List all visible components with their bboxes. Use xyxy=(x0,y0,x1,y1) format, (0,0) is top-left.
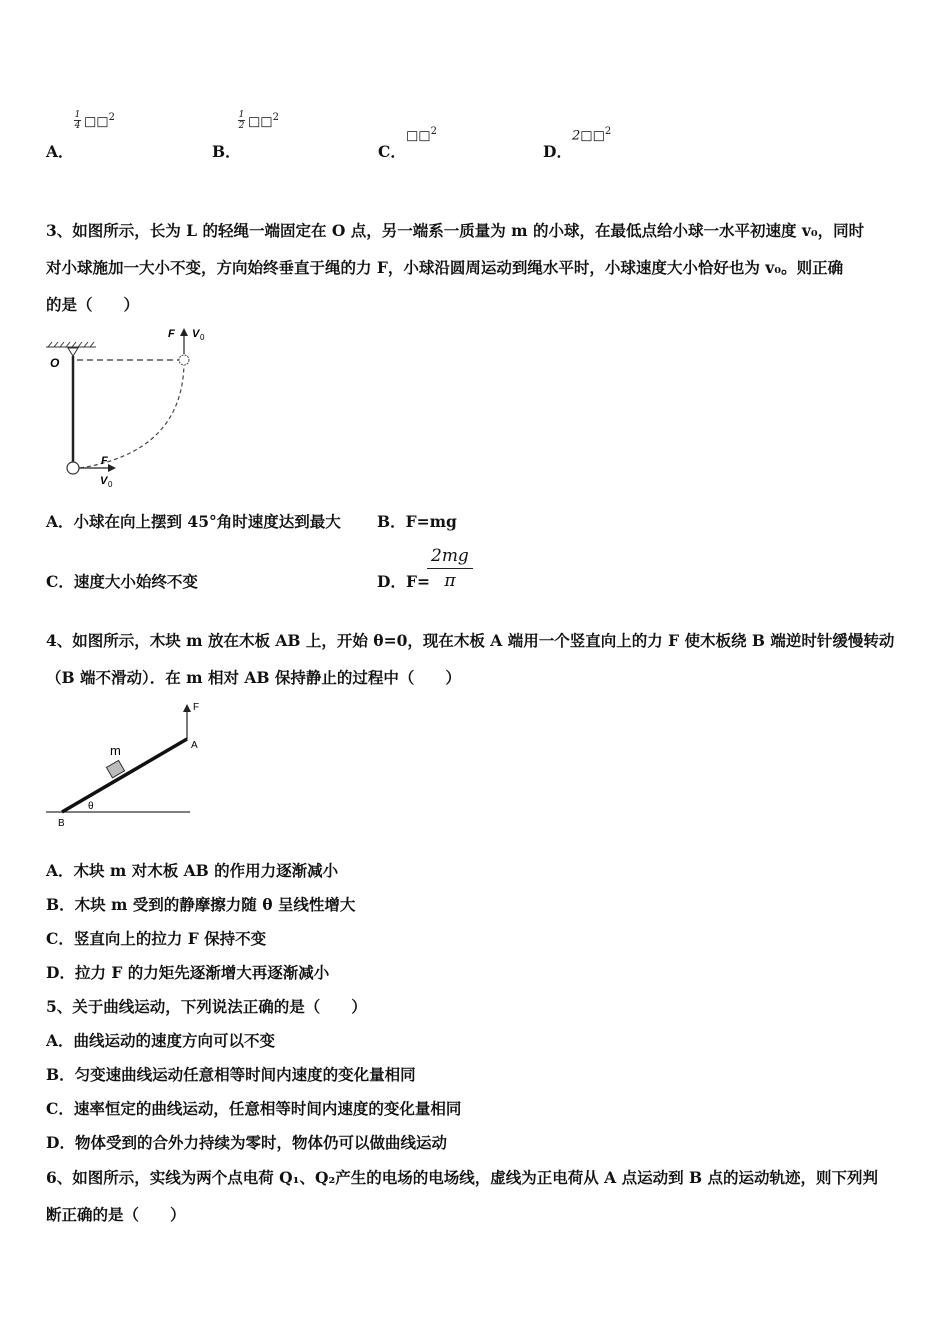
q2-option-d-label: D． xyxy=(543,142,572,161)
q3-option-c: C．速度大小始终不变 xyxy=(46,572,198,591)
q3-option-a: A．小球在向上摆到 45°角时速度达到最大 xyxy=(46,512,341,531)
q5-option-d: D．物体受到的合外力持续为零时，物体仍可以做曲线运动 xyxy=(46,1133,447,1152)
q3-label-v-bottom: V xyxy=(100,475,108,487)
q4-option-a: A．木块 m 对木板 AB 的作用力逐渐减小 xyxy=(46,861,339,880)
q4-label-theta: θ xyxy=(88,801,94,812)
q2-option-a-fraction: 1 4 xyxy=(74,110,81,131)
q3-arrow-up-head xyxy=(180,328,188,336)
q3-option-b: B．F=mg xyxy=(377,512,457,531)
q5-option-a: A．曲线运动的速度方向可以不变 xyxy=(46,1031,276,1050)
q4-arrow-f-head xyxy=(183,704,191,712)
q3-label-v-bottom-sub: 0 xyxy=(108,480,113,489)
q4-figure xyxy=(44,698,204,830)
q2-option-b-boxes: □□$^2$ xyxy=(248,112,279,130)
q2-option-a-boxes: □□$^2$ xyxy=(84,112,115,130)
q5-option-b: B．匀变速曲线运动任意相等时间内速度的变化量相同 xyxy=(46,1065,416,1084)
q2-option-d xyxy=(543,140,572,162)
q4-label-m: m xyxy=(110,743,121,758)
q4-board xyxy=(62,739,187,812)
q3-pivot xyxy=(68,348,78,356)
q3-option-d-numerator: 2mg xyxy=(427,546,473,569)
q2-option-b-label: B． xyxy=(212,142,241,161)
q2-option-c xyxy=(378,140,406,162)
q6-stem-line2: 断正确的是（ ） xyxy=(46,1205,186,1224)
q2-option-b-fraction: 1 2 xyxy=(238,110,245,131)
q3-ball-top xyxy=(179,355,189,365)
q2-option-d-boxes: 2□□$^2$ xyxy=(572,126,612,144)
q4-label-b: B xyxy=(58,818,65,829)
q3-label-f-bottom: F xyxy=(101,455,108,467)
q5-stem: 5、关于曲线运动，下列说法正确的是（ ） xyxy=(46,997,367,1016)
q4-label-a: A xyxy=(191,740,198,751)
q6-stem-line1: 6、如图所示，实线为两个点电荷 Q₁、Q₂产生的电场的电场线，虚线为正电荷从 A 点运动到 B 点的运动轨迹，则下列判 xyxy=(46,1168,878,1187)
q3-label-v-top-sub: 0 xyxy=(200,333,205,342)
q4-option-b: B．木块 m 受到的静摩擦力随 θ 呈线性增大 xyxy=(46,895,356,914)
q3-label-o: O xyxy=(50,356,60,370)
q2-option-c-label: C． xyxy=(378,142,406,161)
q4-stem-line2: （B 端不滑动）．在 m 相对 AB 保持静止的过程中（ ） xyxy=(46,668,461,687)
q3-stem-line2: 对小球施加一大小不变，方向始终垂直于绳的力 F，小球沿圆周运动到绳水平时，小球速度大小恰好也为 v₀。则正确 xyxy=(46,258,844,277)
q3-label-v-top: V xyxy=(192,328,200,340)
q5-option-c: C．速率恒定的曲线运动，任意相等时间内速度的变化量相同 xyxy=(46,1099,462,1118)
q3-label-f-top: F xyxy=(168,328,175,340)
q3-option-d-fraction xyxy=(427,546,473,591)
q3-ball-bottom xyxy=(67,462,79,474)
q2-option-c-boxes: □□$^2$ xyxy=(406,126,437,144)
q2-option-a xyxy=(46,140,74,162)
q3-ceiling xyxy=(46,342,96,347)
q3-stem-line3: 的是（ ） xyxy=(46,295,140,314)
q3-figure xyxy=(44,322,224,492)
q4-stem-line1: 4、如图所示，木块 m 放在木板 AB 上，开始 θ=0，现在木板 A 端用一个竖直向上的力 F 使木板绕 B 端逆时针缓慢转动 xyxy=(46,631,895,650)
q2-option-b xyxy=(212,140,241,162)
q3-stem-line1: 3、如图所示，长为 L 的轻绳一端固定在 O 点，另一端系一质量为 m 的小球，在最低点给小球一水平初速度 v₀，同时 xyxy=(46,221,865,240)
q4-option-d: D．拉力 F 的力矩先逐渐增大再逐渐减小 xyxy=(46,963,330,982)
q4-option-c: C．竖直向上的拉力 F 保持不变 xyxy=(46,929,267,948)
q4-label-f: F xyxy=(193,702,200,713)
q3-arrow-right-head xyxy=(108,464,116,472)
q2-option-a-label: A． xyxy=(46,142,74,161)
q3-option-d: D．F= xyxy=(377,572,430,591)
q3-dashed-arc xyxy=(80,364,184,468)
q3-option-d-denominator: π xyxy=(444,571,456,591)
